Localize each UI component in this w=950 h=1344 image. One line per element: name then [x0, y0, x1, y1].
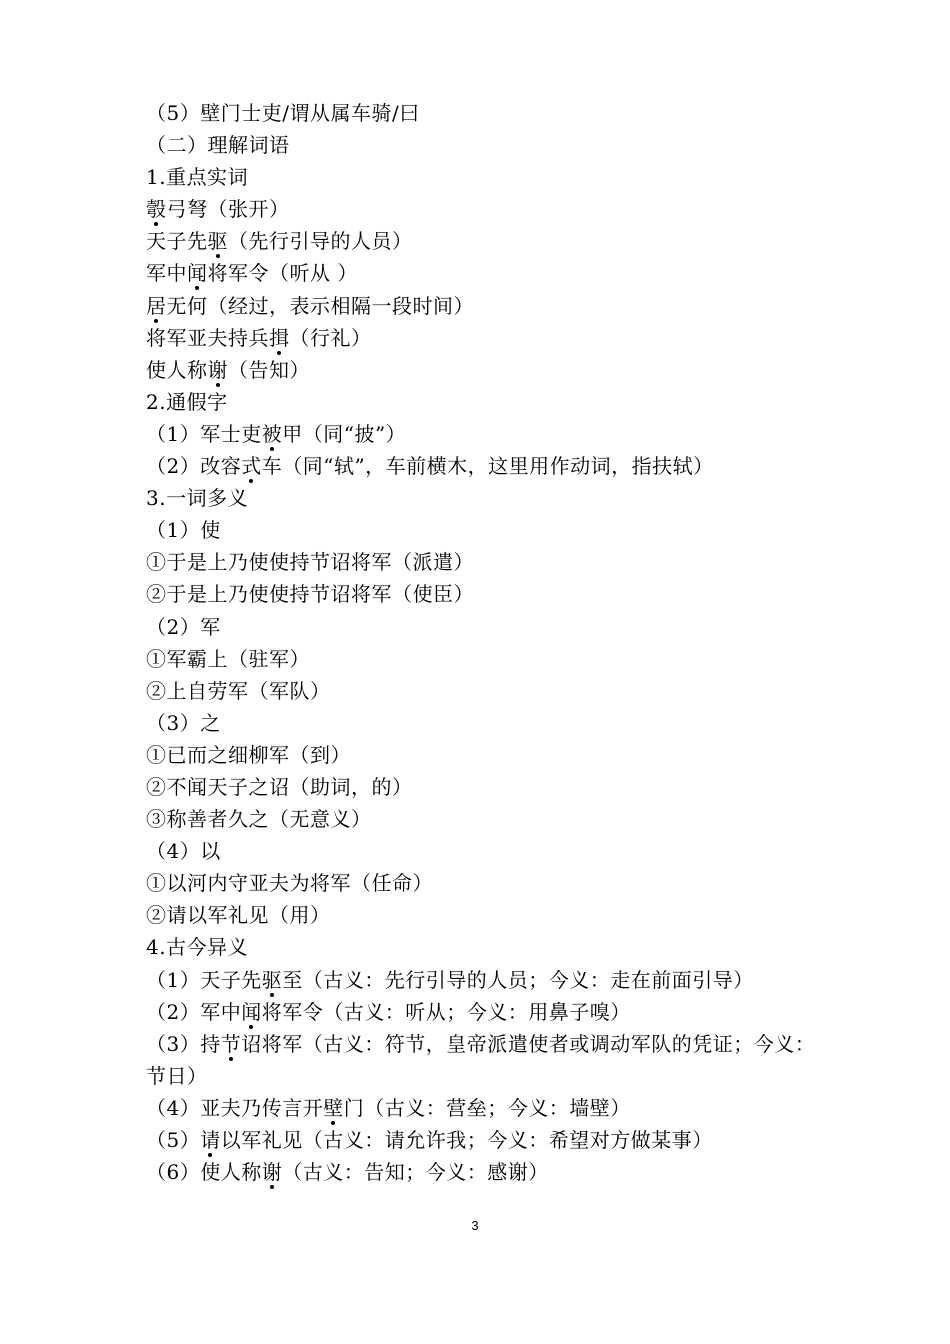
emphasized-character: 闻	[187, 261, 208, 286]
emphasized-character: 驱	[207, 229, 228, 254]
subsection-heading: 3.一词多义	[146, 486, 249, 511]
text-line: 将军亚夫持兵揖（行礼）	[146, 325, 372, 350]
text-line: （2）军中闻将军令（古义：听从；今义：用鼻子嗅）	[146, 999, 631, 1024]
text-line: （5）壁门士吏/谓从属车骑/曰	[146, 101, 420, 125]
text-line: （1）军士吏被甲（同“披”）	[146, 421, 407, 446]
text-line: （2）军	[146, 614, 221, 639]
text-line: 军中闻将军令（听从 ）	[146, 261, 358, 286]
text-line: 彀弓弩（张开）	[146, 197, 290, 222]
text-line: （3）持节诏将军（古义：符节，皇帝派遣使者或调动军队的凭证；今义：节日）	[146, 1031, 816, 1088]
text-line: （2）改容式车（同“轼”，车前横木，这里用作动词，指扶轼）	[146, 454, 714, 479]
emphasized-character: 彀	[146, 197, 167, 222]
text-line: ②请以军礼见（用）	[146, 903, 331, 928]
emphasized-character: 被	[261, 421, 283, 446]
emphasized-character: 请	[200, 1128, 221, 1152]
text-line: 使人称谢（告知）	[146, 357, 310, 382]
text-line: （4）以	[146, 839, 221, 864]
text-line: ②不闻天子之诏（助词，的）	[146, 774, 413, 799]
subsection-heading: 1.重点实词	[146, 165, 249, 190]
text-line: ①军霸上（驻军）	[146, 646, 310, 671]
emphasized-character: 揖	[269, 325, 290, 350]
text-line: ①以河内守亚夫为将军（任命）	[146, 871, 433, 896]
subsection-heading: 2.通假字	[146, 389, 228, 414]
text-line: ①已而之细柳军（到）	[146, 742, 351, 767]
emphasized-character: 式	[241, 454, 262, 479]
text-line: （3）之	[146, 710, 221, 735]
section-heading: （二）理解词语	[146, 133, 290, 158]
emphasized-character: 驱	[261, 967, 283, 992]
document-body	[146, 97, 826, 1188]
text-line: （1）使	[146, 518, 221, 543]
emphasized-character: 谢	[261, 1160, 283, 1185]
emphasized-character: 壁	[323, 1095, 344, 1120]
text-line: （1）天子先驱至（古义：先行引导的人员；今义：走在前面引导）	[146, 967, 754, 992]
emphasized-character: 谢	[207, 357, 228, 382]
emphasized-character: 节	[220, 1031, 242, 1056]
text-line: （4）亚夫乃传言开壁门（古义：营垒；今义：墙壁）	[146, 1095, 631, 1120]
text-line: ③称善者久之（无意义）	[146, 807, 372, 832]
emphasized-character: 闻	[241, 999, 262, 1024]
text-line: ①于是上乃使使持节诏将军（派遣）	[146, 550, 474, 575]
text-line: （5）请以军礼见（古义：请允许我；今义：希望对方做某事）	[146, 1128, 713, 1152]
text-line: （6）使人称谢（古义：告知；今义：感谢）	[146, 1160, 549, 1185]
text-line: 居无何（经过，表示相隔一段时间）	[146, 293, 474, 318]
text-line: 天子先驱（先行引导的人员）	[146, 229, 413, 254]
page-number: 3	[471, 1218, 479, 1233]
emphasized-character: 居	[146, 293, 167, 318]
text-line: ②上自劳军（军队）	[146, 678, 331, 703]
text-line: ②于是上乃使使持节诏将军（使臣）	[146, 582, 474, 607]
subsection-heading: 4.古今异义	[146, 935, 249, 960]
